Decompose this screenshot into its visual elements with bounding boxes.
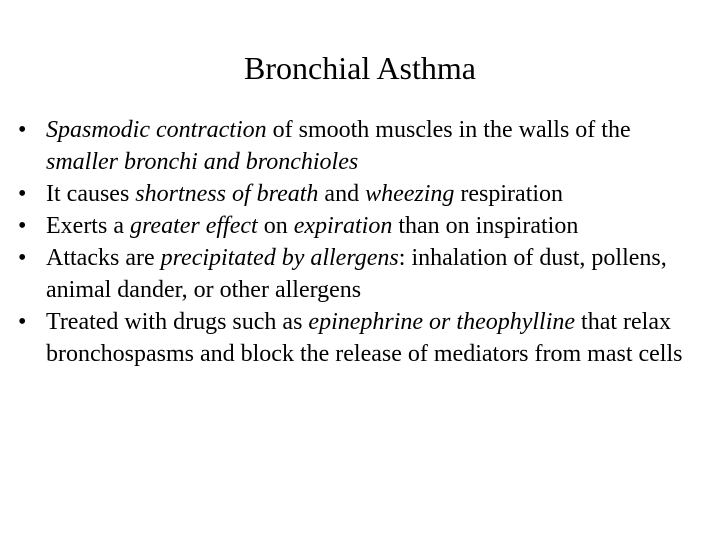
bullet-text-segment: on xyxy=(257,213,294,239)
bullet-item xyxy=(18,242,698,306)
bullet-text-segment: Attacks are xyxy=(46,245,161,271)
bullet-text-segment: greater effect xyxy=(129,213,258,239)
bullet-text-segment: than on inspiration xyxy=(392,213,579,239)
bullet-text-segment: expiration xyxy=(293,213,393,239)
bullet-text-segment: shortness of breath xyxy=(135,181,319,207)
bullet-text-segment: of smooth muscles in the walls of the xyxy=(266,117,631,143)
bullet-text-segment: : inhalation of dust, pollens, animal dander, or other allergens xyxy=(46,245,667,303)
bullet-text-segment: Exerts a xyxy=(46,213,130,239)
bullet-text-segment: precipitated by allergens xyxy=(160,245,399,271)
bullet-text-segment: Treated with drugs such as xyxy=(46,309,309,335)
bullet-item xyxy=(18,178,698,210)
bullet-text-segment: Spasmodic contraction xyxy=(46,117,267,143)
bullet-item xyxy=(18,306,698,370)
slide-title: Bronchial Asthma xyxy=(244,50,476,86)
bullet-item xyxy=(18,114,698,178)
bullet-marker: • xyxy=(18,181,27,207)
bullet-item xyxy=(18,210,698,242)
bullet-text-segment: It causes xyxy=(46,181,136,207)
bullet-text-segment: epinephrine or theophylline xyxy=(308,309,576,335)
bullet-list xyxy=(18,114,698,370)
bullet-text-segment: respiration xyxy=(454,181,564,207)
bullet-text-segment: that relax bronchospasms and block the release of mediators from mast cells xyxy=(46,309,683,367)
bullet-marker: • xyxy=(18,309,27,335)
bullet-text-segment: wheezing xyxy=(365,181,455,207)
bullet-text-segment: smaller bronchi and bronchioles xyxy=(46,149,359,175)
bullet-marker: • xyxy=(18,213,27,239)
bullet-text-segment: and xyxy=(318,181,366,207)
bullet-marker: • xyxy=(18,117,27,143)
bullet-marker: • xyxy=(18,245,27,271)
